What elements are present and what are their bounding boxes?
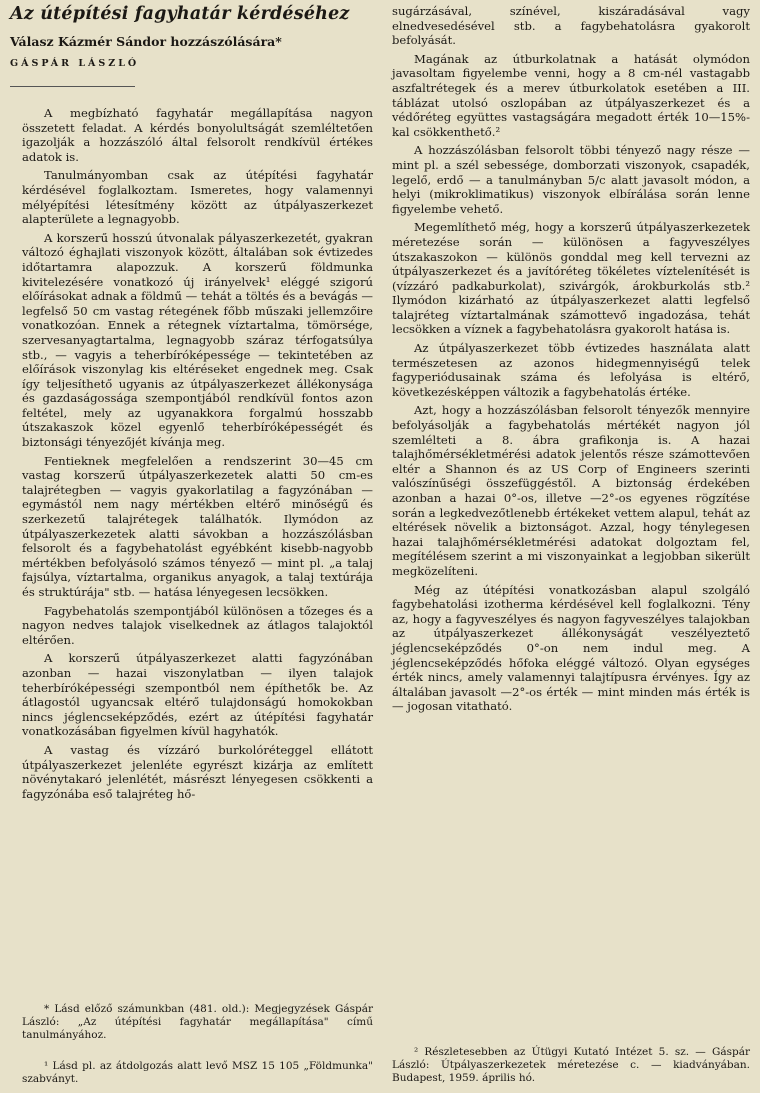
paragraph: Tanulmányomban csak az útépítési fagyhatár kérdésével foglalkoztam. Ismeretes, hogy valamennyi mélyépítési létesítmény között az útpályaszerkezet alapterülete a legnagyobb. [22,168,373,227]
header-divider [10,86,135,87]
paragraph: Még az útépítési vonatkozásban alapul szolgáló fagybehatolási izotherma kérdésével kell foglalkozni. Tény az, hogy a fagyveszélyes és nagyon fagyveszélyes talajokban az útpályaszerkezet állékonyságát veszélyeztető jéglencseképződés 0°-on nem indul meg. A jéglencseképződés hőfoka eléggé változó. Olyan egységes érték nincs, amely valamennyi talajtípusra érvényes. Így az általában javasolt —2°-os érték — mint minden más érték is — jogosan vitatható. [392,582,750,714]
footnote-star: * Lásd előző számunkban (481. old.): Megjegyzések Gáspár László: „Az útépítési fagyhatár megállapítása" című tanulmányához. [22,1003,373,1041]
paragraph: A korszerű útpályaszerkezet alatti fagyzónában azonban — hazai viszonylatban — ilyen talajok teherbíróképességi szempontból nem építhetők be. Az átlagostól ugyancsak eltérő tulajdonságú homokokban nincs jéglencseképződés, ezért az útépítési fagyhatár vonatkozásában figyelmen kívül hagyhatók. [22,651,373,739]
footnote-1: ¹ Lásd pl. az átdolgozás alatt levő MSZ 15 105 „Földmunka" szabványt. [22,1060,373,1085]
paragraph: Magának az útburkolatnak a hatását olymódon javasoltam figyelembe venni, hogy a 8 cm-nél vastagabb aszfaltrétegek és a merev útburkolatok esetében a III. táblázat utolsó oszlopában az útpályaszerkezet és a védőréteg együttes vastagságára megadott érték 10—15%-kal csökkenthető.² [392,51,750,139]
paragraph: sugárzásával, színével, kiszáradásával vagy elnedvesedésével stb. a fagybehatolásra gyakorolt befolyását. [392,4,750,48]
paragraph: Az útpályaszerkezet több évtizedes használata alatt természetesen az azonos hidegmennyiségű telek fagyperiódusainak száma és lefolyása is eltérő, következésképpen változik a fagybehatolás értéke. [392,341,750,399]
left-column [22,106,373,805]
author-name: GÁSPÁR LÁSZLÓ [10,58,140,69]
paragraph: A megbízható fagyhatár megállapítása nagyon összetett feladat. A kérdés bonyolultságát szemléltetően igazolják a hozzászóló által felsorolt rendkívül értékes adatok is. [22,106,373,164]
article-subtitle: Válasz Kázmér Sándor hozzászólására* [10,34,282,49]
paragraph: Fentieknek megfelelően a rendszerint 30—45 cm vastag korszerű útpályaszerkezetek alatti 50 cm-es talajrétegben — vagyis gyakorlatilag a fagyzónában — egymástól nem nagy mértékben eltérő minőségű és szerkezetű talajrétegek találhatók. Ilymódon az útpályaszerkezetek alatti sávokban a hozzászólásban felsorolt és a fagybehatolást egyébként kisebb-nagyobb mértékben befolyásoló számos tényező — mint pl. „a talaj fajsúlya, víztartalma, organikus anyagok, a talaj textúrája és struktúrája" stb. — hatása lényegesen lecsökken. [22,453,373,599]
right-column [392,4,750,718]
footnote-2: ² Részletesebben az Útügyi Kutató Intézet 5. sz. — Gáspár László: Útpályaszerkezetek méretezése c. — kiadványában. Budapest, 1959. április hó. [392,1046,750,1084]
paragraph: Megemlíthető még, hogy a korszerű útpályaszerkezetek méretezése során — különösen a fagyveszélyes útszakaszokon — különös gonddal meg kell tervezni az útpályaszerkezet és a javítóréteg tökéletes víztelenítését is (vízzáró padkaburkolat), szivárgók, árokburkolás stb.² Ilymódon kizárható az útpályaszerkezet alatti legfelső talajréteg víztartalmának számottevő ingadozása, tehát lecsökken a víznek a fagybehatolásra gyakorolt hatása is. [392,220,750,337]
paragraph: Azt, hogy a hozzászólásban felsorolt tényezők mennyire befolyásolják a fagybehatolás mértékét nagyon jól szemlélteti a 8. ábra grafikonja is. A hazai talajhőmérsékletmérési adatok jelentős része számottevően eltér a Shannon és az US Corp of Engineers szerinti valószínűségi összefüggéstől. A biztonság érdekében azonban a hazai 0°-os, illetve —2°-os egyenes rögzítése során a legkedvezőtlenebb értékeket vettem alapul, tehát az eltérések növelik a biztonságot. Azzal, hogy ténylegesen hazai talajhőmérsékletmérési adatokat dolgoztam fel, megítélésem szerint a mi viszonyainkat a legjobban sikerült megközelíteni. [392,403,750,578]
paragraph: Fagybehatolás szempontjából különösen a tőzeges és a nagyon nedves talajok viselkednek az átlagos talajoktól eltérően. [22,603,373,647]
article-title: Az útépítési fagyhatár kérdéséhez [10,4,350,24]
paragraph: A vastag és vízzáró burkolóréteggel ellátott útpályaszerkezet jelenléte egyrészt kizárja az említett növénytakaró jelenlétét, másrészt lényegesen csökkenti a fagyzónába eső talajréteg hő- [22,742,373,801]
paragraph: A hozzászólásban felsorolt többi tényező nagy része — mint pl. a szél sebessége, domborzati viszonyok, csapadék, legelő, erdő — a tanulmányban 5/c alatt javasolt módon, a helyi (mikroklimatikus) viszonyok elbírálása során lenne figyelembe vehető. [392,143,750,216]
paragraph: A korszerű hosszú útvonalak pályaszerkezetét, gyakran változó éghajlati viszonyok között, általában sok évtizedes időtartamra alapozzuk. A korszerű földmunka kivitelezésére vonatkozó új irányelvek¹ eléggé szigorú előírásokat adnak a földmű — tehát a töltés és a bevágás — legfelső 50 cm vastag rétegének főbb műszaki jellemzőire vonatkozóan. Ennek a rétegnek víztartalma, tömörsége, szervesanyagtartalma, legnagyobb száraz térfogatsúlya stb., — vagyis a teherbíróképessége — tekintetében az előírások viszonylag kis eltéréseket engednek meg. Csak így teljesíthető ugyanis az útpályaszerkezet állékonysága és gazdaságossága szempontjából rendkívül fontos azon feltétel, mely az ugyanakkora forgalmú hosszabb útszakaszok közel egyenlő teherbíróképességét és biztonsági tényezőjét kívánja meg. [22,230,373,450]
